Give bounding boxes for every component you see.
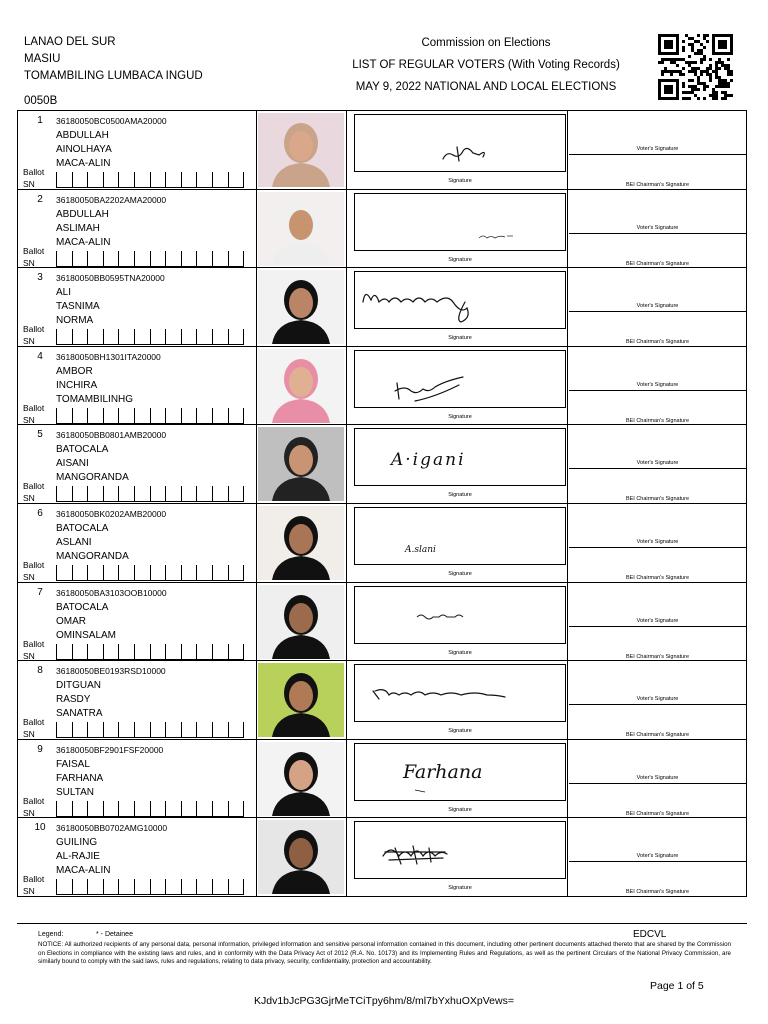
ballot-label: Ballot	[23, 874, 45, 885]
agency-name: Commission on Elections	[421, 37, 551, 49]
sn-label: SN	[23, 257, 35, 268]
sn-label: SN	[23, 807, 35, 818]
signature-label: Signature	[448, 728, 472, 735]
column-divider	[567, 425, 568, 503]
voter-photo	[258, 820, 344, 894]
voter-first-name: AL-RAJIE	[56, 851, 100, 863]
signature-label: Signature	[448, 571, 472, 577]
bei-signature-label: BEI Chairman's Signature	[625, 889, 690, 896]
signature-divider	[569, 390, 746, 391]
voter-surname: BATOCALA	[56, 523, 109, 534]
voter-middle-name: SULTAN	[56, 786, 94, 798]
signature-label: Signature	[448, 335, 472, 342]
voter-row	[18, 818, 746, 897]
document-hash: KJdv1bJcPG3GjrMeTCiTpy6hm/8/ml7bYxhuOXpVews=	[254, 995, 514, 1007]
voter-photo	[258, 506, 344, 580]
ballot-serial-boxes	[56, 407, 244, 424]
voter-id: 36180050BB0801AMB20000	[56, 430, 167, 441]
column-divider	[256, 190, 257, 268]
footer-divider	[17, 923, 747, 924]
voter-id: 36180050BF2901FSF20000	[56, 744, 164, 755]
column-divider	[346, 818, 347, 897]
column-divider	[346, 268, 347, 346]
voter-first-name: OMAR	[56, 615, 86, 627]
ballot-serial-boxes	[56, 250, 244, 267]
voters-signature-label: Voter's Signature	[636, 146, 679, 152]
ballot-label: Ballot	[23, 167, 45, 177]
signature-label: Signature	[448, 178, 472, 184]
column-divider	[567, 268, 568, 346]
voter-surname: FAISAL	[56, 758, 90, 770]
signature-label: Signature	[448, 492, 472, 499]
signature-specimen	[354, 821, 566, 879]
voter-first-name: AINOLHAYA	[56, 144, 112, 155]
voter-id: 36180050BB0702AMG10000	[56, 823, 168, 834]
voter-photo	[258, 663, 344, 737]
sn-label: SN	[23, 572, 35, 582]
location-block	[24, 34, 203, 110]
signature-specimen	[354, 350, 566, 408]
voter-surname: ABDULLAH	[56, 130, 109, 141]
voter-first-name: ASLANI	[56, 537, 92, 548]
ballot-sn-label	[23, 638, 44, 662]
column-divider	[567, 111, 568, 189]
column-divider	[256, 347, 257, 425]
voter-photo	[258, 349, 344, 423]
column-divider	[567, 740, 568, 818]
voter-table	[17, 110, 747, 897]
voter-first-name: FARHANA	[56, 772, 104, 784]
voters-signature-label: Voter's Signature	[636, 224, 679, 231]
ballot-label: Ballot	[23, 638, 45, 649]
voter-photo	[258, 585, 344, 659]
ballot-serial-boxes	[56, 878, 244, 895]
column-divider	[256, 661, 257, 739]
voter-row	[18, 504, 746, 583]
ballot-sn-label	[23, 559, 44, 583]
legend-detainee: * - Detainee	[96, 931, 133, 938]
voter-id: 36180050BC0500AMA20000	[56, 116, 167, 126]
ballot-serial-boxes	[56, 721, 244, 738]
voter-row	[18, 583, 746, 662]
bei-signature-label: BEI Chairman's Signature	[625, 496, 690, 503]
column-divider	[256, 268, 257, 346]
column-divider	[346, 661, 347, 739]
voter-number: 4	[37, 350, 43, 362]
sn-label: SN	[23, 336, 35, 347]
column-divider	[567, 583, 568, 661]
voter-photo	[258, 742, 344, 816]
ballot-label: Ballot	[23, 795, 45, 806]
voter-surname: DITGUAN	[56, 680, 101, 692]
column-divider	[346, 190, 347, 268]
voter-middle-name: MANGORANDA	[56, 551, 129, 562]
voter-middle-name: NORMA	[56, 315, 94, 327]
voters-signature-label: Voter's Signature	[636, 696, 679, 703]
svg-text:Farhana: Farhana	[403, 760, 483, 783]
document-code: EDCVL	[633, 929, 667, 940]
ballot-serial-boxes	[56, 171, 244, 188]
voter-middle-name: MACA-ALIN	[56, 865, 111, 877]
signature-label: Signature	[448, 649, 472, 656]
bei-signature-label: BEI Chairman's Signature	[625, 575, 690, 581]
voter-photo	[258, 113, 344, 187]
signature-divider	[569, 704, 746, 705]
bei-signature-label: BEI Chairman's Signature	[625, 417, 690, 424]
ballot-label: Ballot	[23, 560, 45, 570]
signature-label: Signature	[448, 806, 472, 813]
ballot-label: Ballot	[23, 402, 45, 413]
voter-first-name: AISANI	[56, 458, 89, 470]
signature-divider	[569, 783, 746, 784]
column-divider	[256, 425, 257, 503]
voter-id: 36180050BB0595TNA20000	[56, 273, 165, 284]
voter-middle-name: MANGORANDA	[56, 472, 129, 484]
signature-divider	[569, 861, 746, 862]
column-divider	[256, 504, 257, 582]
voters-signature-label: Voter's Signature	[636, 460, 679, 467]
bei-signature-label: BEI Chairman's Signature	[625, 260, 690, 267]
voter-surname: ABDULLAH	[56, 208, 109, 220]
ballot-sn-label	[23, 480, 44, 504]
ballot-sn-label	[23, 323, 44, 347]
voter-surname: BATOCALA	[56, 601, 109, 613]
signature-divider	[569, 468, 746, 469]
ballot-sn-label	[23, 873, 44, 897]
voter-first-name: RASDY	[56, 694, 91, 706]
qr-code-icon	[658, 34, 733, 100]
voter-number: 1	[37, 115, 43, 126]
column-divider	[567, 504, 568, 582]
bei-signature-label: BEI Chairman's Signature	[625, 339, 690, 346]
voter-id: 36180050BK0202AMB20000	[56, 509, 167, 519]
signature-divider	[569, 233, 746, 234]
signature-specimen	[354, 586, 566, 644]
column-divider	[346, 504, 347, 582]
voters-signature-label: Voter's Signature	[636, 539, 679, 545]
ballot-serial-boxes	[56, 564, 244, 581]
column-divider	[256, 740, 257, 818]
voter-number: 6	[37, 508, 43, 519]
province: LANAO DEL SUR	[24, 36, 116, 48]
voter-middle-name: MACA-ALIN	[56, 158, 111, 169]
bei-signature-label: BEI Chairman's Signature	[625, 182, 690, 188]
voter-surname: AMBOR	[56, 365, 93, 377]
voter-row	[18, 190, 746, 269]
column-divider	[256, 111, 257, 189]
ballot-sn-label	[23, 402, 44, 426]
column-divider	[346, 111, 347, 189]
signature-specimen	[354, 193, 566, 251]
column-divider	[567, 661, 568, 739]
signature-specimen	[354, 664, 566, 722]
privacy-notice: NOTICE: All authorized recipients of any personal data, personal information, privileged information and sensitive personal information contained in this document, including other pertinent documents attached thereto that are shared by the Commission on Elections in compliance with the existing laws and rules, and in conformity with the Data Privacy Act of 2012 (R.A. No. 10173) and its Implementing Rules and Regulations, as well as the pertinent Circulars of the National Privacy Commission, are similarly bound to comply with the said laws, rules and regulations, relating to data privacy, security, confidentiality, protection and accountability.	[38, 941, 731, 966]
bei-signature-label: BEI Chairman's Signature	[625, 732, 690, 739]
legend-label: Legend:	[38, 931, 64, 938]
svg-text:A.slani: A.slani	[405, 545, 436, 555]
column-divider	[346, 347, 347, 425]
voter-photo	[258, 427, 344, 501]
signature-label: Signature	[448, 256, 472, 263]
voter-photo	[258, 270, 344, 344]
voters-signature-label: Voter's Signature	[636, 617, 679, 624]
sn-label: SN	[23, 650, 35, 661]
voter-first-name: TASNIMA	[56, 301, 100, 313]
column-divider	[567, 818, 568, 897]
voters-signature-label: Voter's Signature	[636, 381, 679, 388]
voter-number: 9	[37, 743, 43, 755]
signature-divider	[569, 626, 746, 627]
column-divider	[256, 818, 257, 897]
signature-label: Signature	[448, 413, 472, 420]
signature-specimen	[354, 428, 566, 486]
voters-signature-label: Voter's Signature	[636, 303, 679, 310]
bei-signature-label: BEI Chairman's Signature	[625, 653, 690, 660]
document-title-block	[330, 37, 642, 103]
municipality: MASIU	[24, 53, 61, 65]
ballot-serial-boxes	[56, 328, 244, 345]
voter-first-name: INCHIRA	[56, 379, 98, 391]
voter-row	[18, 740, 746, 819]
signature-divider	[569, 311, 746, 312]
voter-id: 36180050BH1301ITA20000	[56, 351, 161, 362]
signature-specimen	[354, 114, 566, 172]
signature-specimen	[354, 507, 566, 565]
ballot-sn-label	[23, 795, 44, 819]
voter-id: 36180050BA2202AMA20000	[56, 194, 167, 205]
barangay: TOMAMBILING LUMBACA INGUD	[24, 70, 203, 82]
voter-photo	[258, 192, 344, 266]
column-divider	[346, 583, 347, 661]
signature-label: Signature	[448, 885, 472, 892]
ballot-serial-boxes	[56, 800, 244, 817]
ballot-serial-boxes	[56, 485, 244, 502]
voter-first-name: ASLIMAH	[56, 222, 100, 234]
election-title: MAY 9, 2022 NATIONAL AND LOCAL ELECTIONS	[355, 81, 617, 93]
ballot-sn-label	[23, 245, 44, 269]
voter-row	[18, 111, 746, 190]
voter-middle-name: TOMAMBILINHG	[56, 393, 134, 405]
voter-surname: GUILING	[56, 837, 98, 849]
sn-label: SN	[23, 729, 35, 740]
signature-divider	[569, 154, 746, 155]
voter-row	[18, 425, 746, 504]
voter-number: 8	[37, 665, 43, 677]
voter-middle-name: SANATRA	[56, 708, 103, 720]
ballot-sn-label	[23, 166, 44, 190]
column-divider	[567, 347, 568, 425]
column-divider	[346, 740, 347, 818]
bei-signature-label: BEI Chairman's Signature	[625, 810, 690, 817]
voter-number: 2	[37, 193, 43, 205]
column-divider	[567, 190, 568, 268]
signature-specimen	[354, 743, 566, 801]
column-divider	[256, 583, 257, 661]
ballot-label: Ballot	[23, 481, 45, 492]
signature-divider	[569, 547, 746, 548]
voter-middle-name: MACA-ALIN	[56, 236, 111, 248]
sn-label: SN	[23, 886, 35, 897]
voter-row	[18, 347, 746, 426]
voters-signature-label: Voter's Signature	[636, 853, 679, 860]
signature-specimen	[354, 271, 566, 329]
voter-number: 5	[37, 429, 43, 441]
voter-number: 7	[37, 586, 43, 598]
precinct-number: 0050B	[24, 95, 58, 107]
voter-surname: ALI	[56, 287, 72, 299]
sn-label: SN	[23, 414, 35, 425]
voter-middle-name: OMINSALAM	[56, 629, 117, 641]
sn-label: SN	[23, 493, 35, 504]
page-number: Page 1 of 5	[650, 980, 704, 992]
voter-number: 10	[34, 822, 46, 834]
ballot-label: Ballot	[23, 245, 45, 256]
ballot-sn-label	[23, 716, 44, 740]
svg-text:A·igani: A·igani	[391, 450, 466, 471]
voter-number: 3	[37, 272, 43, 284]
sn-label: SN	[23, 179, 35, 189]
voter-id: 36180050BE0193RSD10000	[56, 666, 166, 677]
column-divider	[346, 425, 347, 503]
ballot-label: Ballot	[23, 717, 45, 728]
ballot-serial-boxes	[56, 643, 244, 660]
voter-id: 36180050BA3103OOB10000	[56, 587, 167, 598]
voter-row	[18, 661, 746, 740]
voter-row	[18, 268, 746, 347]
list-title: LIST OF REGULAR VOTERS (With Voting Records)	[352, 59, 620, 71]
voter-surname: BATOCALA	[56, 444, 109, 456]
voters-signature-label: Voter's Signature	[636, 774, 679, 781]
ballot-label: Ballot	[23, 324, 45, 335]
